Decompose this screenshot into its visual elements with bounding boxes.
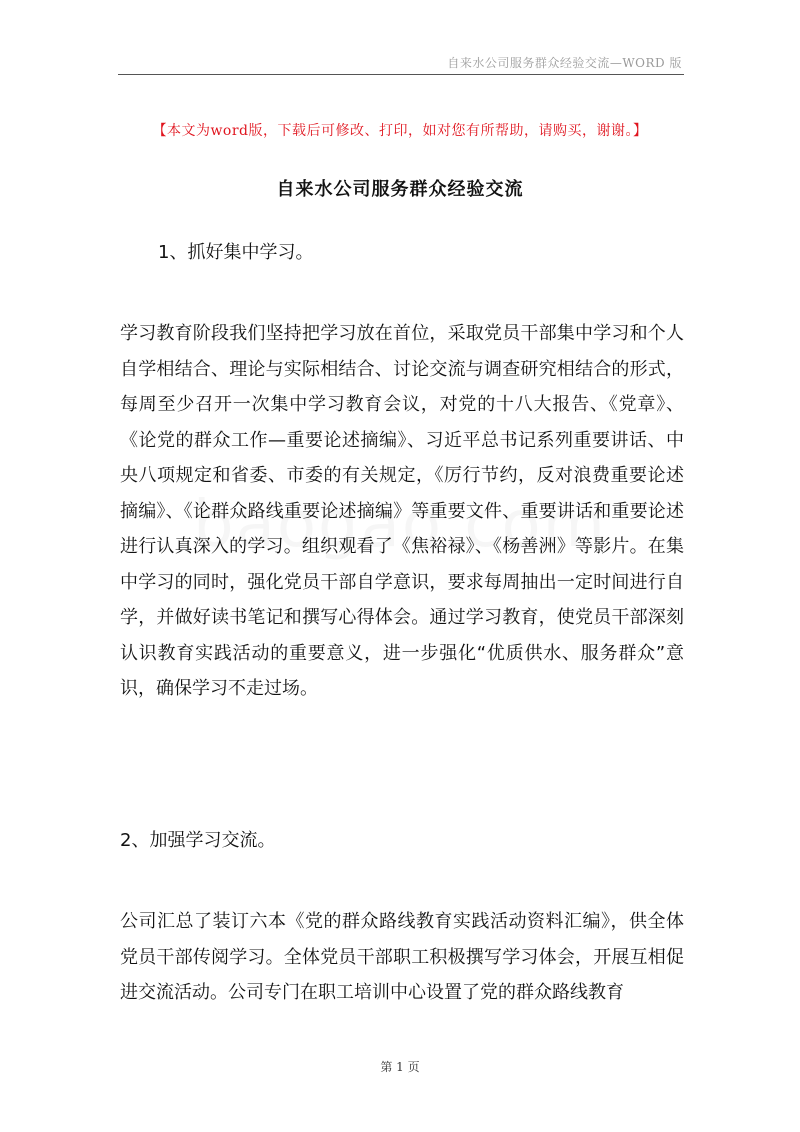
download-notice: 【本文为word版，下载后可修改、打印，如对您有所帮助，请购买，谢谢。】: [152, 123, 648, 139]
section-body-1: 学习教育阶段我们坚持把学习放在首位，采取党员干部集中学习和个人自学相结合、理论与实际相结合、讨论交流与调查研究相结合的形式，每周至少召开一次集中学习教育会议，对党的十八大报告、《党章》、《论党的群众工作—重要论述摘编》、习近平总书记系列重要讲话、中央八项规定和省委、市委的有关规定，《厉行节约，反对浪费重要论述摘编》、《论群众路线重要论述摘编》等重要文件、重要讲话和重要论述进行认真深入的学习。组织观看了《焦裕禄》、《杨善洲》等影片。在集中学习的同时，强化党员干部自学意识，要求每周抽出一定时间进行自学，并做好读书笔记和撰写心得体会。通过学习教育，使党员干部深刻认识教育实践活动的重要意义，进一步强化“优质供水、服务群众”意识，确保学习不走过场。: [120, 323, 684, 699]
section-heading-1: 1、抓好集中学习。: [158, 242, 314, 263]
document-title: 自来水公司服务群众经验交流: [276, 179, 524, 200]
header-rule: [118, 74, 684, 75]
section-heading-2: 2、加强学习交流。: [120, 830, 276, 851]
page-number: 第 1 页: [380, 1060, 420, 1074]
running-header: 自来水公司服务群众经验交流—WORD 版: [447, 56, 682, 70]
section-body-2: 公司汇总了装订六本《党的群众路线教育实践活动资料汇编》，供全体党员干部传阅学习。全体党员干部职工积极撰写学习体会，开展互相促进交流活动。公司专门在职工培训中心设置了党的群众路线教育: [120, 911, 684, 1003]
